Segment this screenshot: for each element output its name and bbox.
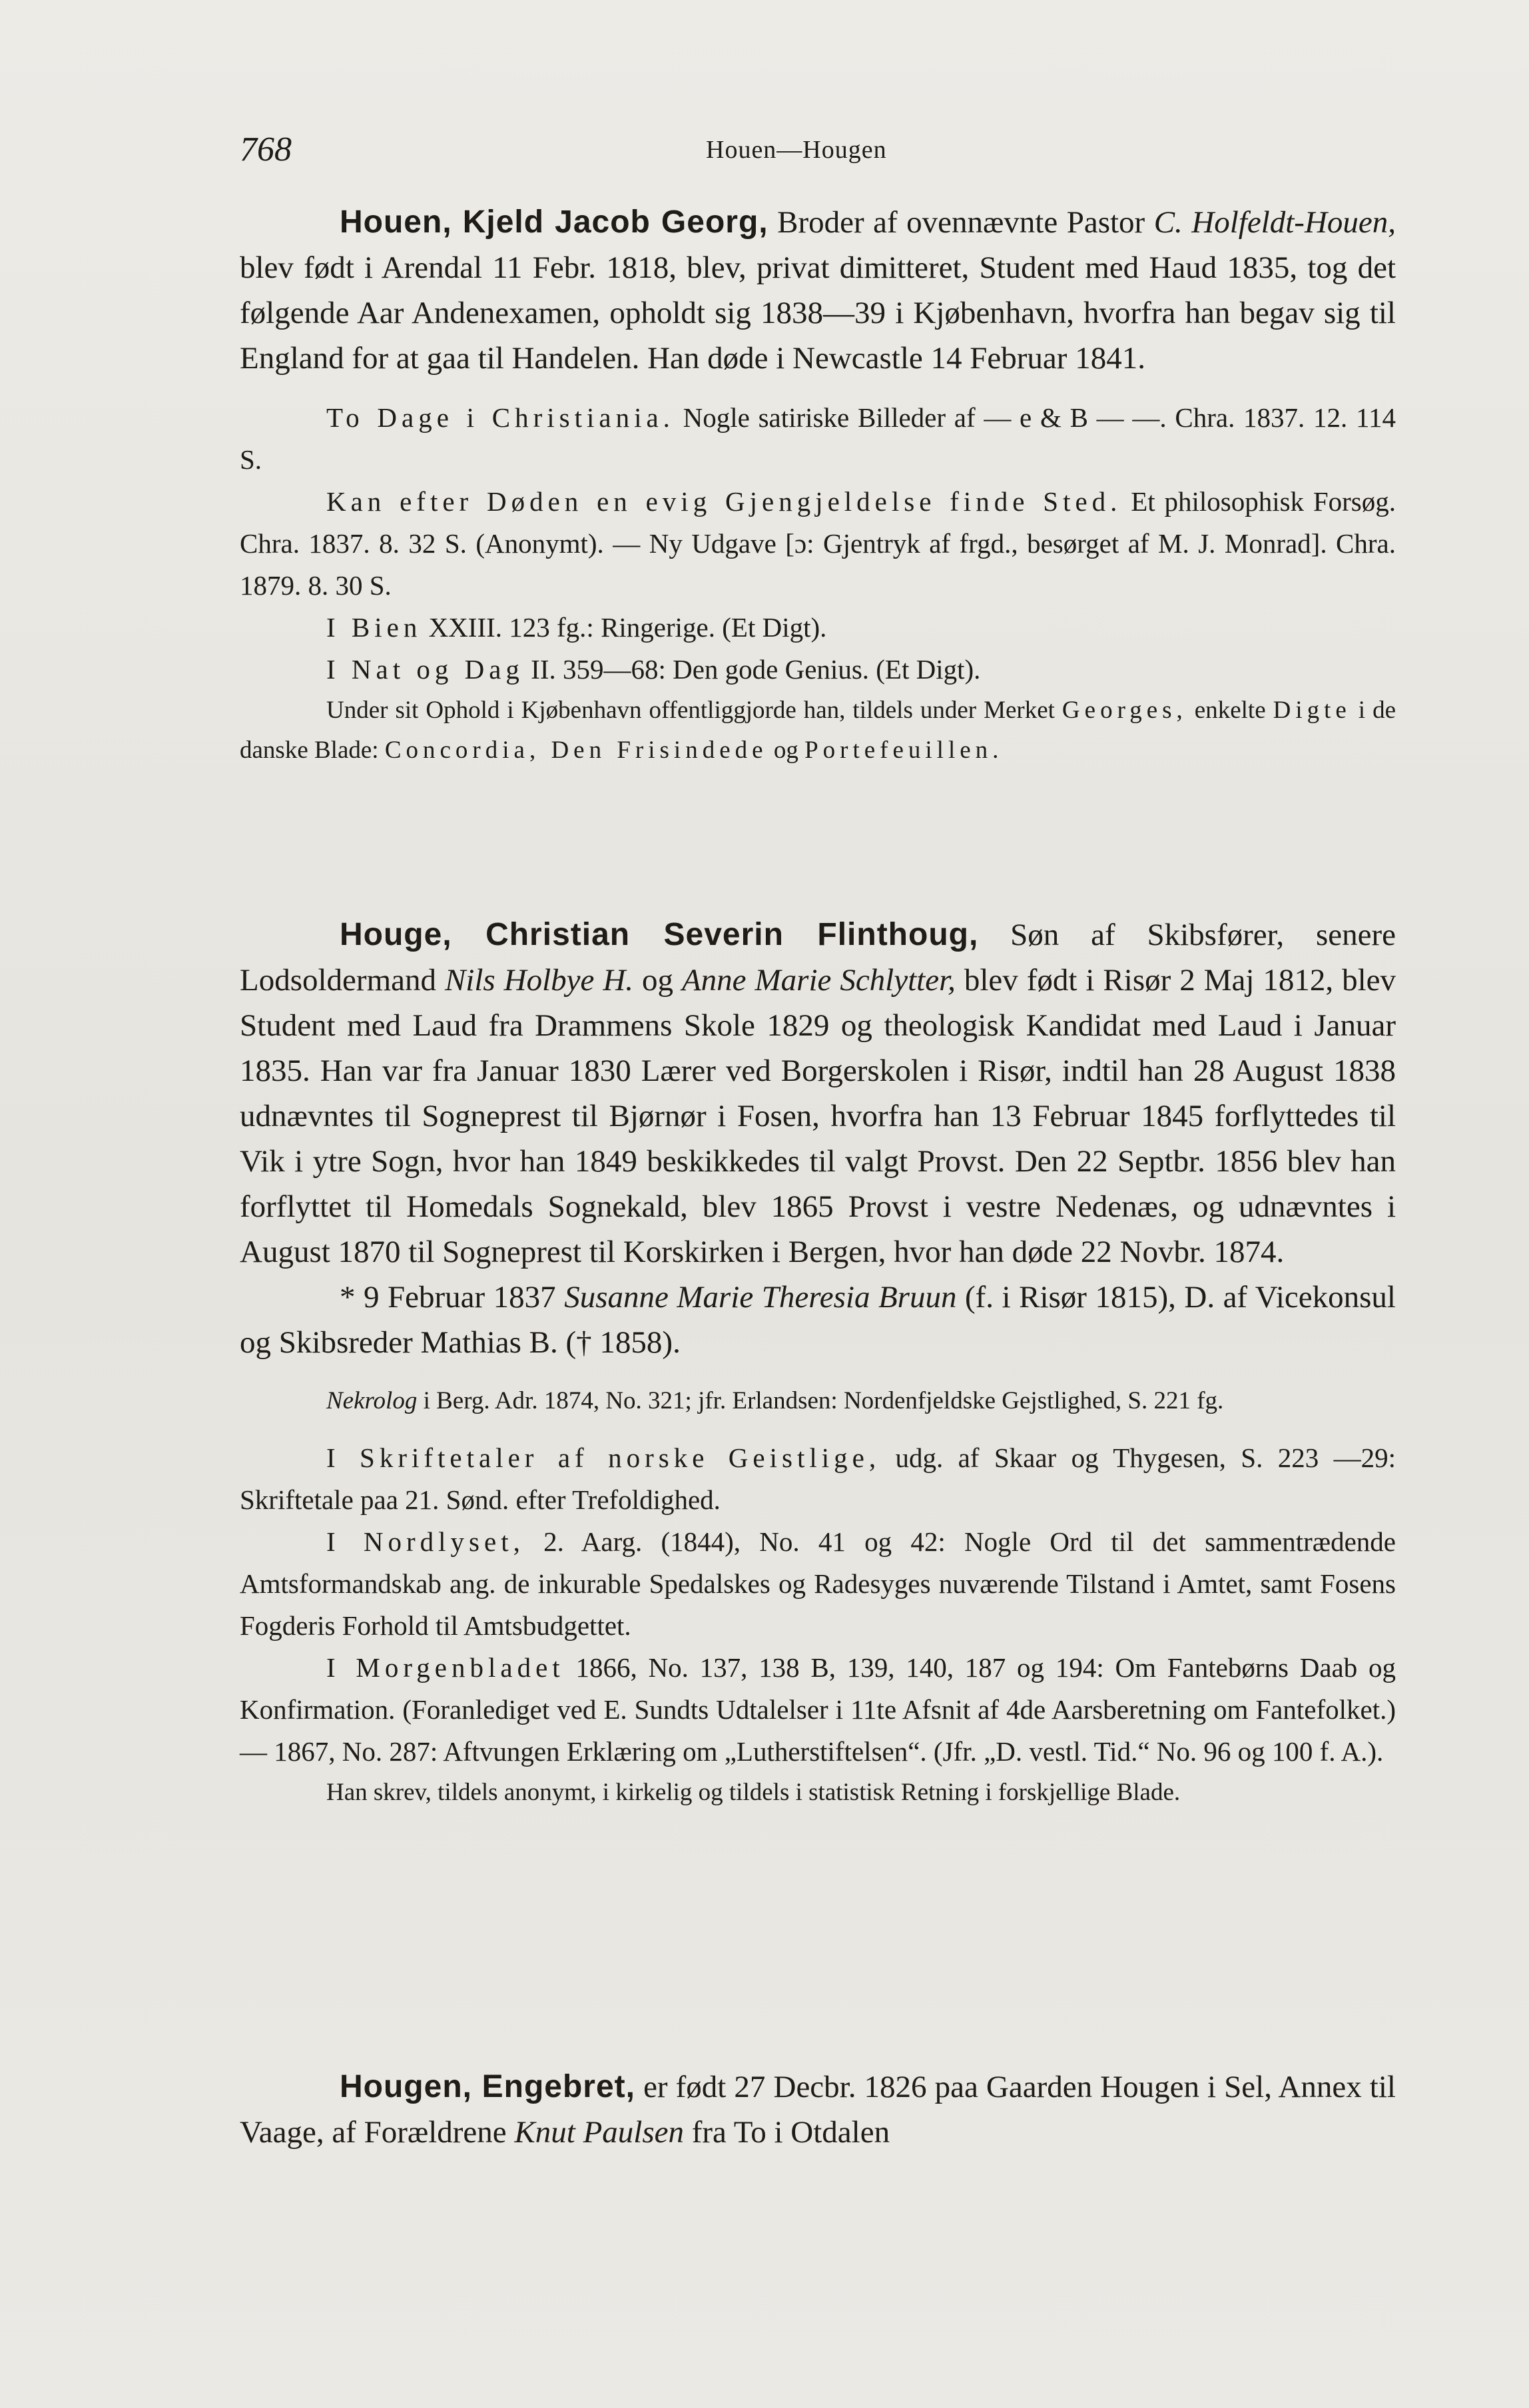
marriage-line: * 9 Februar 1837 Susanne Marie Theresia Bruun (f. i Risør 1815), D. af Vicekonsul og Skibsreder Mathias B. († 1858). [240, 1280, 1396, 1360]
person-name: Nils Holbye H. [444, 963, 634, 998]
entry-hougen [240, 2064, 1396, 2155]
headword: Houen, Kjeld Jacob Georg, [340, 204, 768, 240]
nekrolog-reference: Nekrolog i Berg. Adr. 1874, No. 321; jfr. Erlandsen: Nordenfjeldske Gejstlighed, S. 221 fg. [326, 1387, 1224, 1414]
bibliography-item: I Nat og Dag II. 359—68: Den gode Genius. (Et Digt). [326, 654, 981, 685]
person-name: Susanne Marie Theresia Bruun [564, 1280, 957, 1315]
person-name: C. Holfeldt-Houen, [1153, 205, 1396, 240]
bibliography-item: Kan efter Døden en evig Gjengjeldelse finde Sted. Et philosophisk Forsøg. Chra. 1837. 8. 32 S. (Anonymt). — Ny Udgave [ɔ: Gjentryk af frgd., besørget af M. J. Monrad]. Chra. 1879. 8. 30 S. [240, 486, 1396, 601]
bibliography-item: I Morgenbladet 1866, No. 137, 138 B, 139, 140, 187 og 194: Om Fantebørns Daab og Konfirmation. (Foranlediget ved E. Sundts Udtalelser i 11te Afsnit af 4de Aarsberetning om Fantefolket.) — 1867, No. 287: Aftvungen Erklæring om „Lutherstiftelsen“. (Jfr. „D. vestl. Tid.“ No. 96 og 100 f. A.). [240, 1652, 1396, 1767]
headword: Hougen, Engebret, [340, 2069, 635, 2104]
bibliography-item: To Dage i Christiania. Nogle satiriske Billeder af — e & B — —. Chra. 1837. 12. 114 S. [240, 402, 1396, 475]
page-header [240, 130, 1396, 183]
entry-houen-biography: Houen, Kjeld Jacob Georg, Broder af ovennævnte Pastor C. Holfeldt-Houen, blev født i Arendal 11 Febr. 1818, blev, privat dimitteret, Student med Haud 1835, tog det følgende Aar Andenexamen, opholdt sig 1838—39 i Kjøbenhavn, hvorfra han begav sig til England for at gaa til Handelen. Han døde i Newcastle 14 Februar 1841. [240, 204, 1396, 376]
person-name: Anne Marie Schlytter, [681, 963, 956, 998]
entry-hougen-biography: Hougen, Engebret, er født 27 Decbr. 1826 paa Gaarden Hougen i Sel, Annex til Vaage, af Forældrene Knut Paulsen fra To i Otdalen [240, 2069, 1396, 2150]
headword: Houge, Christian Severin Flinthoug, [340, 917, 979, 952]
entry-note: Han skrev, tildels anonymt, i kirkelig og tildels i statistisk Retning i forskjellige Blade. [326, 1779, 1181, 1806]
entry-houge-biography: Houge, Christian Severin Flinthoug, Søn af Skibsfører, senere Lodsoldermand Nils Holbye H. og Anne Marie Schlytter, blev født i Risør 2 Maj 1812, blev Student med Laud fra Drammens Skole 1829 og theologisk Kandidat med Laud i Januar 1835. Han var fra Januar 1830 Lærer ved Borgerskolen i Risør, indtil han 28 August 1838 udnævntes til Sogneprest til Bjørnør i Fosen, hvorfra han 13 Februar 1845 forflyttedes til Vik i ytre Sogn, hvor han 1849 beskikkedes til valgt Provst. Den 22 Septbr. 1856 blev han forflyttet til Homedals Sognekald, blev 1865 Provst i vestre Nedenæs, og udnævntes i August 1870 til Sogneprest til Korskirken i Bergen, hvor han døde 22 Novbr. 1874. [240, 917, 1396, 1269]
person-name: Knut Paulsen [514, 2115, 684, 2150]
bibliography-item: I Nordlyset, 2. Aarg. (1844), No. 41 og 42: Nogle Ord til det sammentrædende Amtsformandskab ang. de inkurable Spedalskes og Radesyges nuværende Tilstand i Amtet, samt Fosens Fogderis Forhold til Amtsbudgettet. [240, 1526, 1396, 1641]
entry-houen [240, 200, 1396, 770]
bibliography-item: I Bien XXIII. 123 fg.: Ringerige. (Et Digt). [326, 612, 827, 643]
entry-note: Under sit Ophold i Kjøbenhavn offentliggjorde han, tildels under Merket Georges, enkelte Digte i de danske Blade: Concordia, Den Frisindede og Portefeuillen. [240, 697, 1396, 764]
running-head: Houen—Hougen [706, 136, 887, 164]
bibliography-item: I Skriftetaler af norske Geistlige, udg. af Skaar og Thygesen, S. 223 —29: Skriftetale paa 21. Sønd. efter Trefoldighed. [240, 1442, 1396, 1515]
entry-houge [240, 912, 1396, 1813]
page-number: 768 [240, 131, 292, 168]
